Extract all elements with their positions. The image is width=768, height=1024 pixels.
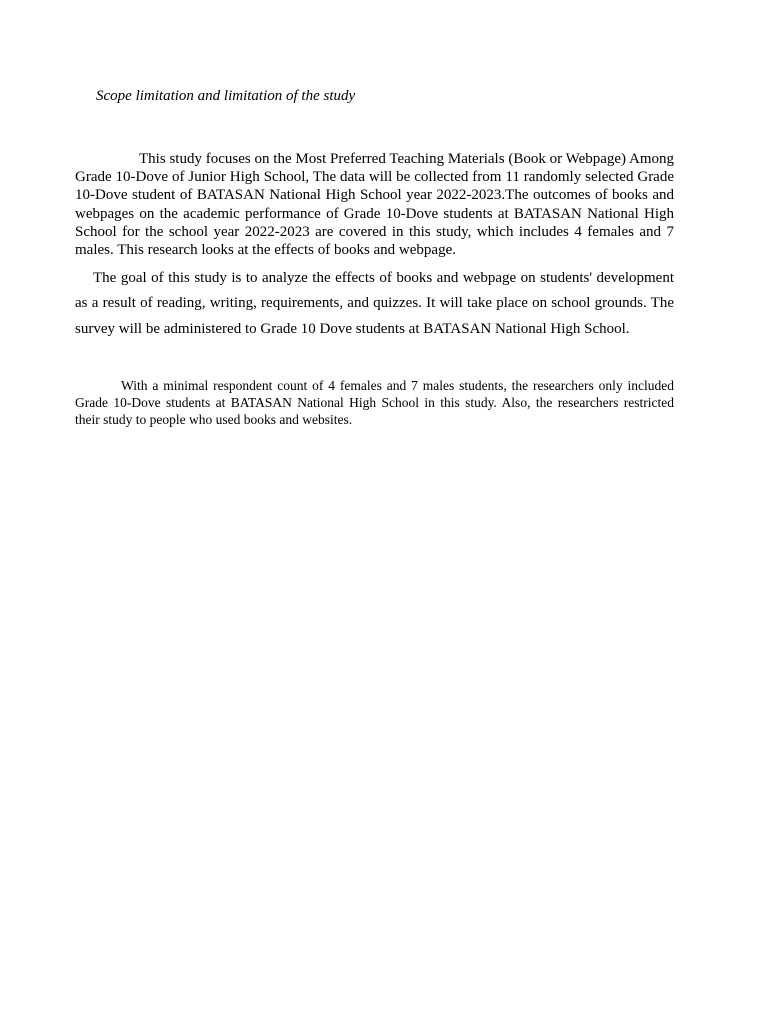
paragraph-scope: This study focuses on the Most Preferred Teaching Materials (Book or Webpage) Among Grade 10-Dove of Junior High School, The data will be collected from 11 randomly selected Grade 10-Dove student of BATASAN National High School year 2022-2023.The outcomes of books and webpages on the academic performance of Grade 10-Dove students at BATASAN National High School for the school year 2022-2023 are covered in this study, which includes 4 females and 7 males. This research looks at the effects of books and webpage. bbox=[75, 151, 674, 259]
section-heading: Scope limitation and limitation of the study bbox=[96, 88, 356, 104]
paragraph-goal: The goal of this study is to analyze the effects of books and webpage on students' development as a result of reading, writing, requirements, and quizzes. It will take place on school grounds. The survey will be administered to Grade 10 Dove students at BATASAN National High School. bbox=[75, 270, 674, 337]
paragraph-limitation: With a minimal respondent count of 4 females and 7 males students, the researchers only included Grade 10-Dove students at BATASAN National High School in this study. Also, the researchers restricted their study to people who used books and websites. bbox=[75, 378, 674, 427]
